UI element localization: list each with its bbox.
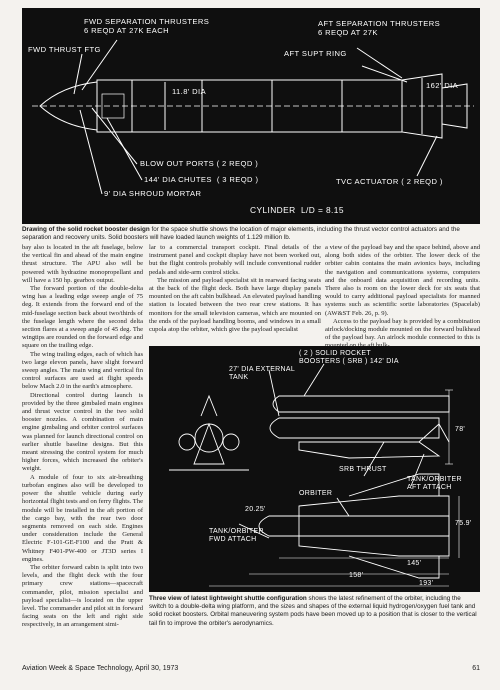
col1-paragraph: The orbiter forward cabin is split into two levels, and the flight deck with the four primary crew stations—spacecraft commander, pilot, mission specialist and payload specialist—is located on the upper level. The commander and pilot sit in forward facing seats on the left and right side respectively, in an arrangement simi- [22, 563, 143, 629]
col3-paragraph: a view of the payload bay and the space behind, above and along both sides of the orbiter. The lower deck of the orbiter cabin contains the main avionics bays, including the navigation and communications systems, computers and the onboard data acquisition and recording units. There also is room on the lower deck for six seats that would to carry additional payload specialists for manned systems such as scientific sortie laboratories (Spacelab) (AW&ST Feb. 26, p. 9). [325, 244, 480, 317]
label-tvc-actuator: TVC ACTUATOR ( 2 REQD ) [336, 177, 443, 186]
figure2-caption-text: shows the latest refinement of the orbiter, including the switch to a double-delta wing platform, and the sizes and shapes of the external liquid hydrogen/oxygen fuel tank and solid rocket boosters. Orbital maneuvering system pods have been moved up to a position that is closer to the vertical tail fin to improve the orbiter's aerodynamics. [149, 595, 477, 627]
label-dia-162: 162' DIA [426, 81, 459, 90]
figure2-caption-lead: Three view of latest lightweight shuttle configuration [149, 595, 307, 602]
srb-drawing-figure [22, 8, 480, 224]
label-dia-11-8: 11.8' DIA [172, 87, 207, 96]
label-dim-145: 145' [407, 560, 422, 567]
figure1-caption [22, 226, 480, 242]
label-chutes: 144' DIA CHUTES ( 3 REQD ) [144, 175, 259, 184]
srb-drawing [22, 8, 480, 224]
article-column-2 [149, 244, 321, 340]
label-tank-orbiter-fwd-attach: TANK/ORBITER FWD ATTACH [209, 528, 264, 544]
label-blow-out-ports: BLOW OUT PORTS ( 2 REQD ) [140, 159, 259, 168]
article-column-1 [22, 244, 143, 664]
col1-paragraph: bay also is located in the aft fuselage, below the vertical fin and ahead of the main engine thrust structure. The APU also will be powered with hydrazine monopropellant and will have a 150 hp. gearbox output. [22, 244, 143, 284]
front-view [169, 396, 249, 470]
label-external-tank: 27' DIA EXTERNAL TANK [229, 366, 296, 382]
side-view-stack [270, 390, 453, 464]
label-srb-thrust: SRB THRUST [339, 466, 387, 473]
shuttle-three-view-drawing [149, 346, 480, 592]
col1-paragraph: The wing trailing edges, each of which has two large elevon panels, have slight forward sweep angles. The main wing and vertical fin control surfaces are used at flight speeds below Mach 2.0 in the earth's atmosphere. [22, 350, 143, 391]
publication-footer: Aviation Week & Space Technology, April 30, 1973 [22, 665, 179, 672]
col2-paragraph: lar to a commercial transport cockpit. Final details of the instrument panel and cockpit display have not been worked out, but the flight controls probably will include conventional rudder pedals and side-arm control sticks. [149, 244, 321, 276]
label-shroud-mortar: 9' DIA SHROUD MORTAR [104, 189, 202, 198]
label-cylinder-ld: CYLINDER L/D = 8.15 [250, 205, 344, 215]
col2-paragraph: The mission and payload specialist sit in rearward facing seats at the back of the flight deck. Both have large display panels mounted on the aft cabin bulkhead. An elevated payload handling station is located between the two rear crew stations. It has monitors for the small television cameras, which are mounted on the ends of the payload handling booms, and windows in a small cupola atop the orbiter, which give the payload specialist [149, 276, 321, 334]
label-tank-orbiter-aft-attach: TANK/ORBITER AFT ATTACH [407, 476, 462, 492]
figure1-caption-text: for the space shuttle shows the location of major elements, including the thrust vector control actuators and the separation and recovery units. Solid boosters will have loaded launch weights of 1.129 million lb. [22, 226, 460, 242]
col1-paragraph: A module of four to six air-breathing turbofan engines also will be developed to power the shuttle vehicle during early horizontal flight tests and on ferry flights. The module will be installed in the aft portion of the cargo bay, with the rear two door segments removed on each side. Engines under consideration include the General Electric F-101-GE-F100 and the Pratt & Whitney F401-PW-400 or JT3D series I engines. [22, 473, 143, 563]
label-dim-20-25: 20.25' [245, 506, 266, 513]
label-dim-158: 158' [349, 572, 364, 579]
article-column-3 [325, 244, 480, 342]
label-orbiter: ORBITER [299, 490, 333, 497]
label-fwd-thrust-ftg: FWD THRUST FTG [28, 45, 101, 54]
col1-paragraph: Directional control during launch is provided by the three gimbaled main engines and thrust vector control in the two solid booster nozzles. A combination of main engine gimbaling and orbiter control surfaces was planned for launch directional control on earlier shuttle baseline designs. But this meant stressing the control system for much higher forces, which increased the orbiter's weight. [22, 391, 143, 473]
page-number: 61 [472, 665, 480, 672]
label-fwd-separation-thrusters: FWD SEPARATION THRUSTERS 6 REQD AT 27K EACH [84, 17, 210, 35]
label-dim-78: 78' [455, 426, 466, 433]
label-aft-separation-thrusters: AFT SEPARATION THRUSTERS 6 REQD AT 27K [318, 19, 441, 37]
col1-paragraph: The forward portion of the double-delta wing has a leading edge sweep angle of 75 deg. It extends from the forward end of the mid-fuselage section back about two/thirds of the fuselage length where the second delta section flares at a sweep angle of 45 deg. The wingtips are rounded on the forward edge and square on the trailing edge. [22, 285, 143, 350]
figure1-caption-lead: Drawing of the solid rocket booster design [22, 226, 150, 233]
col3-paragraph: Access to the payload bay is provided by a combination airlock/docking module mounted on the forward bulkhead of the payload bay. An airlock module connected to this is [325, 317, 480, 342]
label-srb: ( 2 ) SOLID ROCKET BOOSTERS ( SRB ) 142' DIA [299, 350, 399, 366]
label-aft-supt-ring: AFT SUPT RING [284, 49, 347, 58]
figure2-caption [149, 595, 480, 628]
shuttle-three-view-figure [149, 346, 480, 592]
label-dim-75-9: 75.9' [455, 520, 472, 527]
label-dim-193: 193' [419, 580, 434, 587]
